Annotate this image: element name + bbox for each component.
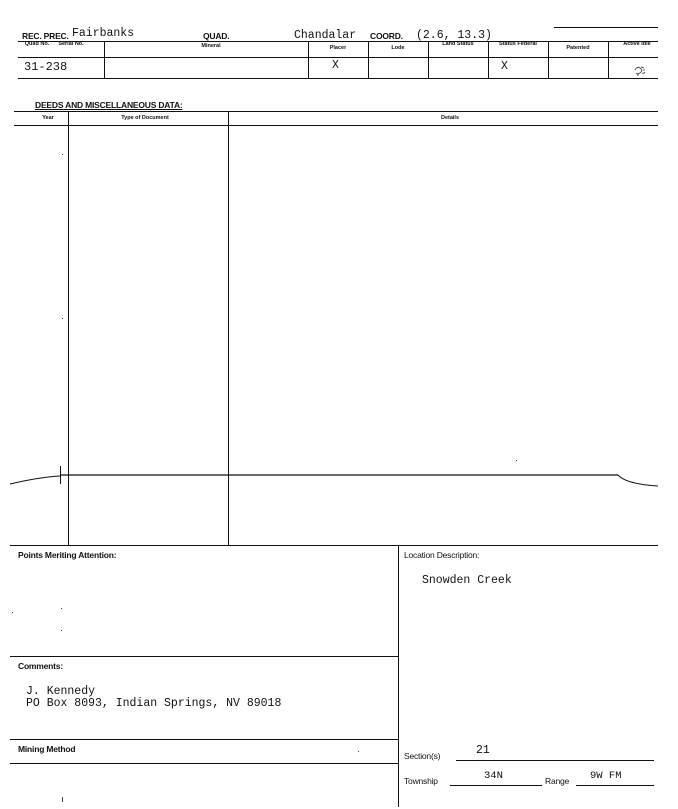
range-value: 9W FM: [590, 770, 622, 782]
township-label: Township: [404, 776, 438, 786]
fold-tick: [60, 466, 61, 484]
location-label: Location Description:: [404, 550, 480, 560]
speck: [358, 751, 359, 752]
col-placer: Placer: [329, 45, 347, 51]
col-divider-4: [428, 41, 429, 78]
speck: [62, 797, 63, 802]
range-label: Range: [545, 776, 570, 786]
placer-mark: X: [332, 59, 339, 72]
header-row-rule-1: [18, 41, 658, 42]
col-land-status: Land Status: [442, 41, 474, 47]
mining-rule: [10, 739, 398, 740]
header-top-rule: [554, 27, 658, 28]
coord-value: (2.6, 13.3): [416, 29, 492, 42]
col-lode: Lode: [391, 45, 405, 51]
mining-method-underline: [10, 763, 398, 764]
col-mineral: Mineral: [201, 43, 221, 49]
status-federal-mark: X: [501, 60, 508, 73]
mining-method-label: Mining Method: [18, 744, 76, 754]
rec-prec-label: REC. PREC.: [22, 31, 69, 41]
header-row-rule-3: [18, 78, 658, 79]
col-divider-7: [608, 41, 609, 78]
deeds-col-year: Year: [42, 115, 54, 121]
sections-underline: [456, 760, 654, 761]
speck: [61, 608, 62, 609]
col-status-federal: Status Federal: [499, 41, 537, 47]
bottom-col-divider: [398, 545, 399, 807]
page-fold-line: [0, 464, 678, 494]
comments-line-1: J. Kennedy: [26, 685, 96, 698]
quad-label: QUAD.: [203, 31, 230, 41]
speck: [12, 612, 13, 613]
township-value: 34N: [484, 770, 503, 782]
comments-rule: [10, 656, 398, 657]
col-divider-1: [104, 41, 105, 78]
deeds-rule-top: [14, 111, 658, 112]
rec-prec-value: Fairbanks: [72, 27, 135, 40]
col-active-idle: Active Idle: [623, 41, 651, 47]
speck: [62, 318, 63, 319]
points-label: Points Meriting Attention:: [18, 550, 117, 560]
speck: [61, 630, 62, 631]
deeds-title: DEEDS AND MISCELLANEOUS DATA:: [35, 100, 183, 110]
col-serial-no: Serial No.: [58, 41, 84, 47]
col-patented: Patented: [566, 45, 590, 51]
sections-label: Section(s): [404, 751, 441, 761]
speck: [62, 154, 63, 155]
bottom-rule-top: [10, 545, 658, 546]
coord-label: COORD.: [370, 31, 403, 41]
comments-line-2: PO Box 8093, Indian Springs, NV 89018: [26, 697, 282, 710]
stamp-scribble-icon: [632, 64, 648, 78]
speck: [516, 460, 517, 461]
deeds-col-type: Type of Document: [121, 115, 169, 121]
sections-value: 21: [476, 744, 490, 757]
header-row-rule-2: [18, 57, 658, 58]
township-underline: [450, 785, 542, 786]
location-value: Snowden Creek: [422, 574, 512, 587]
comments-label: Comments:: [18, 661, 63, 671]
deeds-col-details: Details: [440, 115, 460, 121]
quad-value: Chandalar: [294, 29, 357, 42]
col-divider-5: [488, 41, 489, 78]
col-quad-no: Quad No.: [24, 41, 50, 47]
quad-no-value: 31-238: [24, 60, 68, 74]
range-underline: [576, 785, 654, 786]
deeds-rule-header: [14, 125, 658, 126]
